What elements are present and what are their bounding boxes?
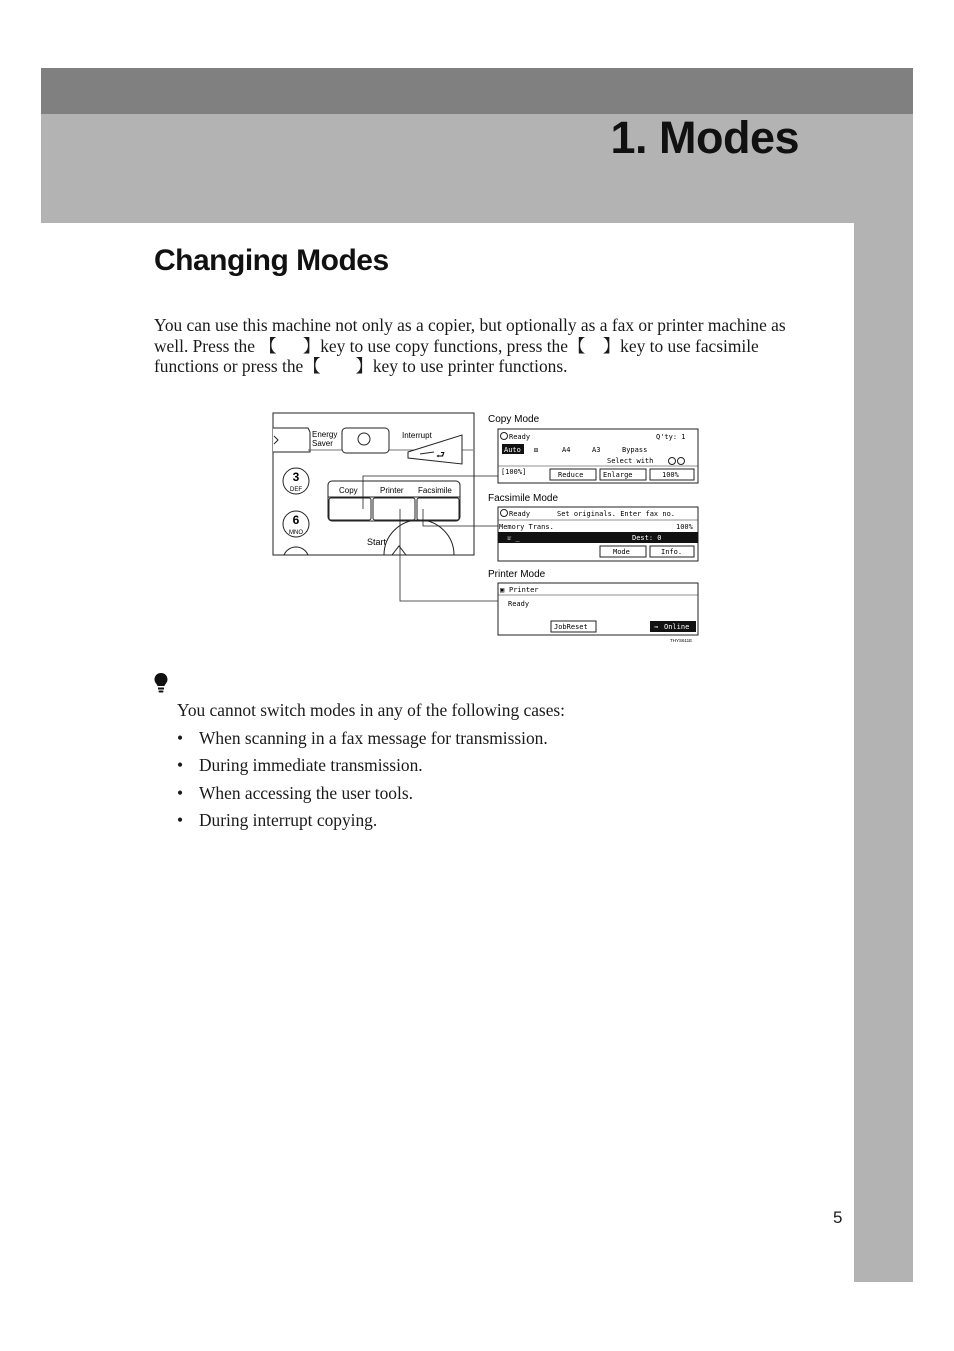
- svg-text:Info.: Info.: [661, 548, 683, 556]
- section-title: Changing Modes: [154, 244, 389, 277]
- svg-text:JobReset: JobReset: [554, 623, 588, 631]
- interrupt-label: Interrupt: [402, 431, 432, 440]
- note-list: [177, 727, 548, 836]
- svg-text:Mode: Mode: [613, 548, 630, 556]
- fax-phone-icon: ☏ _: [507, 534, 520, 542]
- copy-key-ref: 【 】: [259, 335, 321, 356]
- list-item: • During immediate transmission.: [177, 755, 423, 776]
- intro-text-2: key to use copy functions, press the: [320, 335, 568, 356]
- list-item: • When accessing the user tools.: [177, 782, 413, 803]
- control-panel: [273, 413, 474, 555]
- svg-text:Dest: 0: Dest: 0: [632, 534, 662, 542]
- copy-key-label: Copy: [339, 486, 358, 495]
- svg-text:Q'ty: 1: Q'ty: 1: [656, 433, 686, 441]
- key-6-sub: MNO: [289, 530, 303, 536]
- mode-illustration: [272, 408, 704, 648]
- copy-mode-display: [488, 414, 698, 483]
- list-item: • During interrupt copying.: [177, 809, 378, 830]
- svg-text:Printer: Printer: [509, 586, 539, 594]
- facsimile-key-label: Facsimile: [418, 486, 452, 495]
- energy-saver-label-2: Saver: [312, 439, 333, 448]
- key-3-sub: DEF: [290, 487, 302, 493]
- intro-text-4: key to use printer functions.: [372, 356, 568, 376]
- printer-key: [373, 498, 415, 520]
- svg-text:Select with: Select with: [607, 457, 654, 465]
- lightbulb-icon: [153, 672, 169, 694]
- note-lead: You cannot switch modes in any of the following cases:: [177, 700, 566, 720]
- fax-mode-label: Facsimile Mode: [488, 493, 559, 504]
- svg-text:100%: 100%: [662, 471, 679, 479]
- svg-text:100%: 100%: [676, 523, 693, 531]
- start-label: Start: [367, 537, 387, 547]
- svg-text:Enlarge: Enlarge: [603, 471, 633, 479]
- svg-text:[100%]: [100%]: [501, 468, 527, 476]
- page-number: 5: [833, 1208, 843, 1227]
- svg-text:Reduce: Reduce: [558, 471, 584, 479]
- intro-text-1: You can use this machine not only as a copier, but optionally as a fax or printer machine as well. Press the: [154, 315, 786, 356]
- copy-key: [329, 498, 371, 520]
- svg-text:Memory Trans.: Memory Trans.: [499, 523, 554, 531]
- list-item: • When scanning in a fax message for transmission.: [177, 728, 548, 748]
- svg-text:Set originals. Enter fax no.: Set originals. Enter fax no.: [557, 510, 676, 518]
- intro-paragraph: [154, 315, 804, 377]
- figure-code: THYS611E: [670, 638, 693, 643]
- printer-mode-display: [488, 569, 698, 643]
- energy-saver-label-1: Energy: [312, 430, 338, 439]
- svg-text:Ready: Ready: [509, 510, 531, 518]
- key-3-label: 3: [292, 470, 300, 484]
- interrupt-icon: ⮐: [436, 450, 445, 461]
- printer-key-ref: 【 】: [303, 356, 373, 376]
- online-icon: ⇒: [654, 623, 659, 631]
- intro-text-3: key to use facsimile functions or press the: [154, 335, 759, 376]
- svg-text:Online: Online: [664, 623, 690, 631]
- fax-mode-display: [488, 493, 698, 561]
- svg-text:A4: A4: [562, 446, 571, 454]
- energy-saver-button: [342, 428, 389, 453]
- printer-key-label: Printer: [380, 486, 404, 495]
- svg-text:A3: A3: [592, 446, 601, 454]
- svg-text:Auto: Auto: [504, 446, 521, 454]
- svg-text:Ready: Ready: [509, 433, 531, 441]
- svg-text:Ready: Ready: [508, 600, 530, 608]
- copy-mode-label: Copy Mode: [488, 414, 540, 425]
- svg-text:Bypass: Bypass: [622, 446, 648, 454]
- chapter-side-tab: [854, 223, 913, 1282]
- printer-icon: ▣: [500, 586, 505, 594]
- chapter-header-band-dark: [41, 68, 913, 114]
- printer-mode-label: Printer Mode: [488, 569, 546, 580]
- copy-mode-icon: ⚅: [534, 446, 539, 454]
- chapter-title: 1. Modes: [610, 112, 799, 163]
- key-6-label: 6: [292, 513, 300, 527]
- facsimile-key-ref: 【 】: [567, 335, 621, 356]
